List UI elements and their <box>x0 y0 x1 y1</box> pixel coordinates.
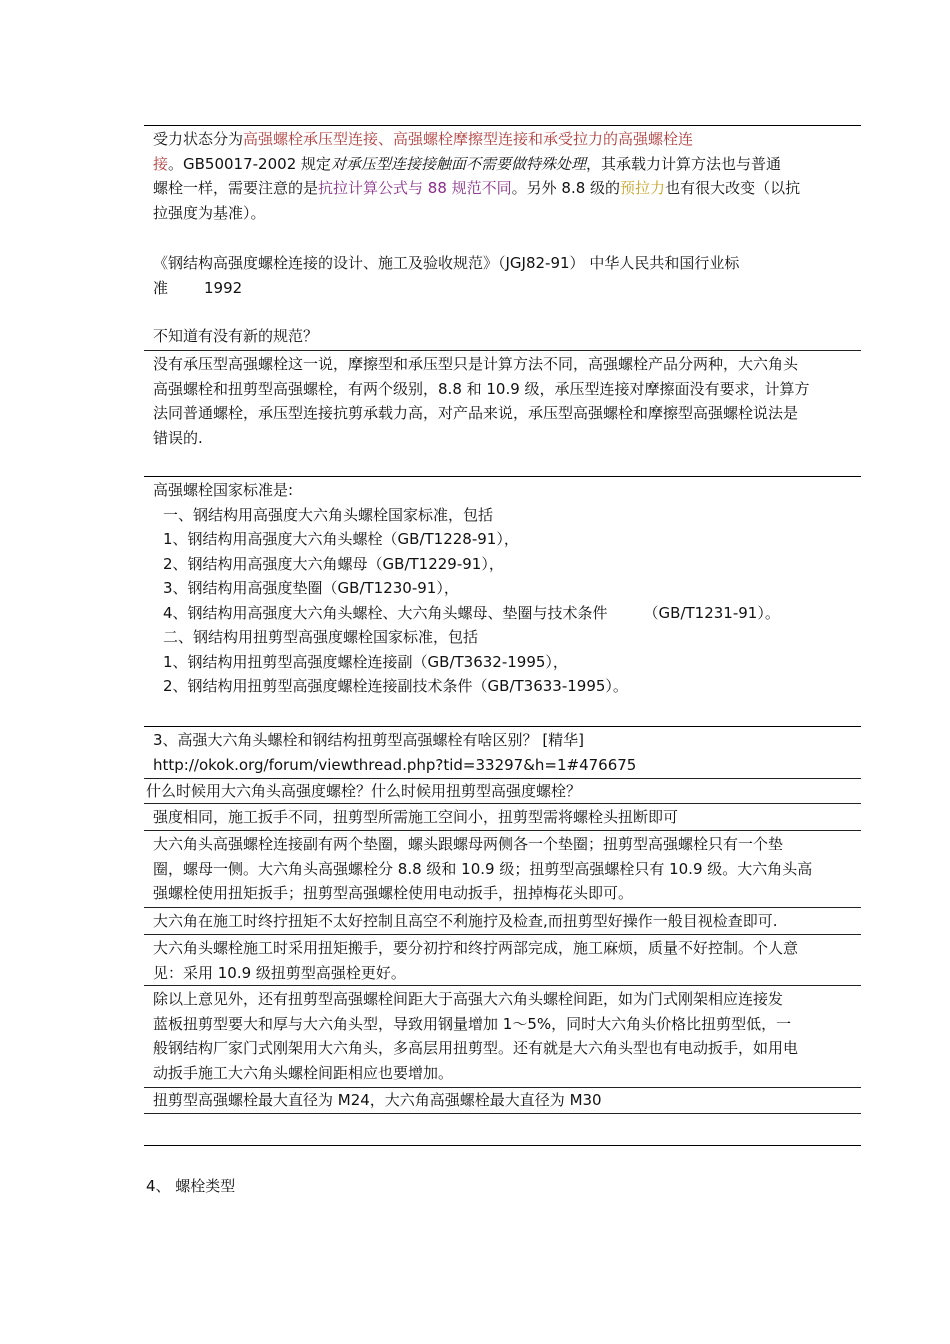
divider-line <box>144 803 861 804</box>
text-line: 什么时候用大六角头高强度螺栓？什么时候用扭剪型高强度螺栓？ <box>146 782 582 800</box>
section-title: 4、 螺栓类型 <box>146 1177 236 1195</box>
text-line: 错误的. <box>153 428 203 447</box>
answer-1 <box>153 805 858 830</box>
list-item: 3、钢结构用高强度垫圈（GB/T1230-91）， <box>163 579 459 597</box>
text-line <box>153 276 858 301</box>
text-span: 螺栓一样，需要注意的是 <box>153 179 319 197</box>
question-text <box>153 324 858 349</box>
text-span: 也有很大改变（以抗 <box>665 179 801 197</box>
highlight-gold-text: 预拉力 <box>620 179 666 197</box>
divider-line <box>144 1145 861 1146</box>
divider-line <box>144 934 861 935</box>
text-line: 强螺栓使用扭矩扳手；扭剪型高强螺栓使用电动扳手，扭掉梅花头即可。 <box>153 884 634 902</box>
text-line: 没有承压型高强螺栓这一说，摩擦型和承压型只是计算方法不同，高强螺栓产品分两种，大六角头 <box>153 355 799 373</box>
divider-line <box>144 476 861 477</box>
section3-heading <box>153 728 858 777</box>
text-line: 法同普通螺栓，承压型连接抗剪承载力高，对产品来说，承压型高强螺栓和摩擦型高强螺栓说法是 <box>153 404 799 422</box>
text-line <box>153 127 858 152</box>
list-item <box>153 601 858 626</box>
divider-line <box>144 830 861 831</box>
text-span: 。另外 8.8 级的 <box>511 179 621 197</box>
divider-line <box>144 907 861 908</box>
text-span: 1992 <box>204 278 243 297</box>
text-span: 。GB50017-2002 规定 <box>168 154 332 173</box>
divider-line <box>144 726 861 727</box>
text-line: 高强螺栓和扭剪型高强螺栓，有两个级别，8.8 和 10.9 级，承压型连接对摩擦面没有要求，计算方 <box>153 379 810 398</box>
list-item: 2、钢结构用扭剪型高强度螺栓连接副技术条件（GB/T3633-1995）。 <box>163 677 628 695</box>
section-title: 3、高强大六角头螺栓和钢结构扭剪型高强螺栓有啥区别？ [精华] <box>153 731 585 749</box>
text-line: 《钢结构高强度螺栓连接的设计、施工及验收规范》（JGJ82-91） 中华人民共和国行业标 <box>153 254 740 272</box>
paragraph-stress-state <box>153 127 858 225</box>
answer-3 <box>153 909 858 934</box>
answer-4 <box>153 936 858 985</box>
forum-link[interactable]: http://okok.org/forum/viewthread.php?tid=33297&h=1#476675 <box>153 755 637 774</box>
text-line: 不知道有没有新的规范？ <box>153 327 319 345</box>
divider-line <box>144 125 861 126</box>
text-span: ，其承载力计算方法也与普通 <box>586 154 782 173</box>
highlight-red-text: 接 <box>153 154 169 173</box>
text-span: （GB/T1231-91）。 <box>643 603 780 622</box>
text-line: 大六角在施工时终拧扭矩不太好控制且高空不利施拧及检查,而扭剪型好操作一般目视检查即可. <box>153 912 778 930</box>
section4-heading <box>146 1174 851 1199</box>
divider-line <box>144 1113 861 1114</box>
text-line: 拉强度为基准）。 <box>153 203 266 222</box>
text-line <box>153 176 858 201</box>
list-item: 1、钢结构用高强度大六角头螺栓（GB/T1228-91）， <box>163 530 519 548</box>
text-line: 圈，螺母一侧。大六角头高强螺栓分 8.8 级和 10.9 级；扭剪型高强螺栓只有 10.9 级。大六角头高 <box>153 859 813 878</box>
text-line: 般钢结构厂家门式刚架用大六角头，多高层用扭剪型。还有就是大六角头型也有电动扳手，如用电 <box>153 1039 799 1057</box>
text-span: 4、钢结构用高强度大六角头螺栓、大六角头螺母、垫圈与技术条件 <box>163 603 608 622</box>
answer-2 <box>153 832 858 906</box>
list-item: 一、钢结构用高强度大六角头螺栓国家标准，包括 <box>163 505 494 524</box>
list-item: 1、钢结构用扭剪型高强度螺栓连接副（GB/T3632-1995）， <box>163 652 568 671</box>
highlight-purple-text: 抗拉计算公式与 88 规范不同 <box>318 179 512 197</box>
list-item: 2、钢结构用高强度大六角螺母（GB/T1229-91）， <box>163 554 504 573</box>
text-line: 见：采用 10.9 级扭剪型高强栓更好。 <box>153 963 406 982</box>
answer-5 <box>153 987 858 1085</box>
text-span: 受力状态分为 <box>153 130 244 148</box>
text-line: 除以上意见外，还有扭剪型高强螺栓间距大于高强大六角头螺栓间距，如为门式刚架相应连接发 <box>153 990 784 1008</box>
highlight-red-text: 高强螺栓承压型连接、高强螺栓摩擦型连接和承受拉力的高强螺栓连 <box>243 130 694 148</box>
paragraph-specification <box>153 251 858 300</box>
text-span: 准 <box>153 278 169 297</box>
text-line: 大六角头螺栓施工时采用扭矩搬手，要分初拧和终拧两部完成，施工麻烦，质量不好控制。个人意 <box>153 939 799 957</box>
text-line <box>153 152 858 177</box>
list-heading: 高强螺栓国家标准是: <box>153 481 294 499</box>
answer-paragraph <box>153 352 858 450</box>
text-line: 动扳手施工大六角头螺栓间距相应也要增加。 <box>153 1063 454 1082</box>
national-standards-list <box>153 478 858 699</box>
text-line: 蓝板扭剪型要大和厚与大六角头型，导致用钢量增加 1～5%，同时大六角头价格比扭剪型低，一 <box>153 1014 792 1033</box>
divider-line <box>144 985 861 986</box>
text-line: 强度相同，施工扳手不同，扭剪型所需施工空间小，扭剪型需将螺栓头扭断即可 <box>153 808 679 826</box>
text-line: 大六角头高强螺栓连接副有两个垫圈，螺头跟螺母两侧各一个垫圈；扭剪型高强螺栓只有一个垫 <box>153 835 784 853</box>
divider-line <box>144 350 861 351</box>
italic-text: 对承压型连接接触面不需要做特殊处理 <box>331 154 587 173</box>
text-line: 扭剪型高强螺栓最大直径为 M24，大六角高强螺栓最大直径为 M30 <box>153 1091 602 1109</box>
list-item: 二、钢结构用扭剪型高强度螺栓国家标准，包括 <box>163 628 479 646</box>
answer-6 <box>153 1088 858 1113</box>
question-when-to-use <box>146 779 851 804</box>
